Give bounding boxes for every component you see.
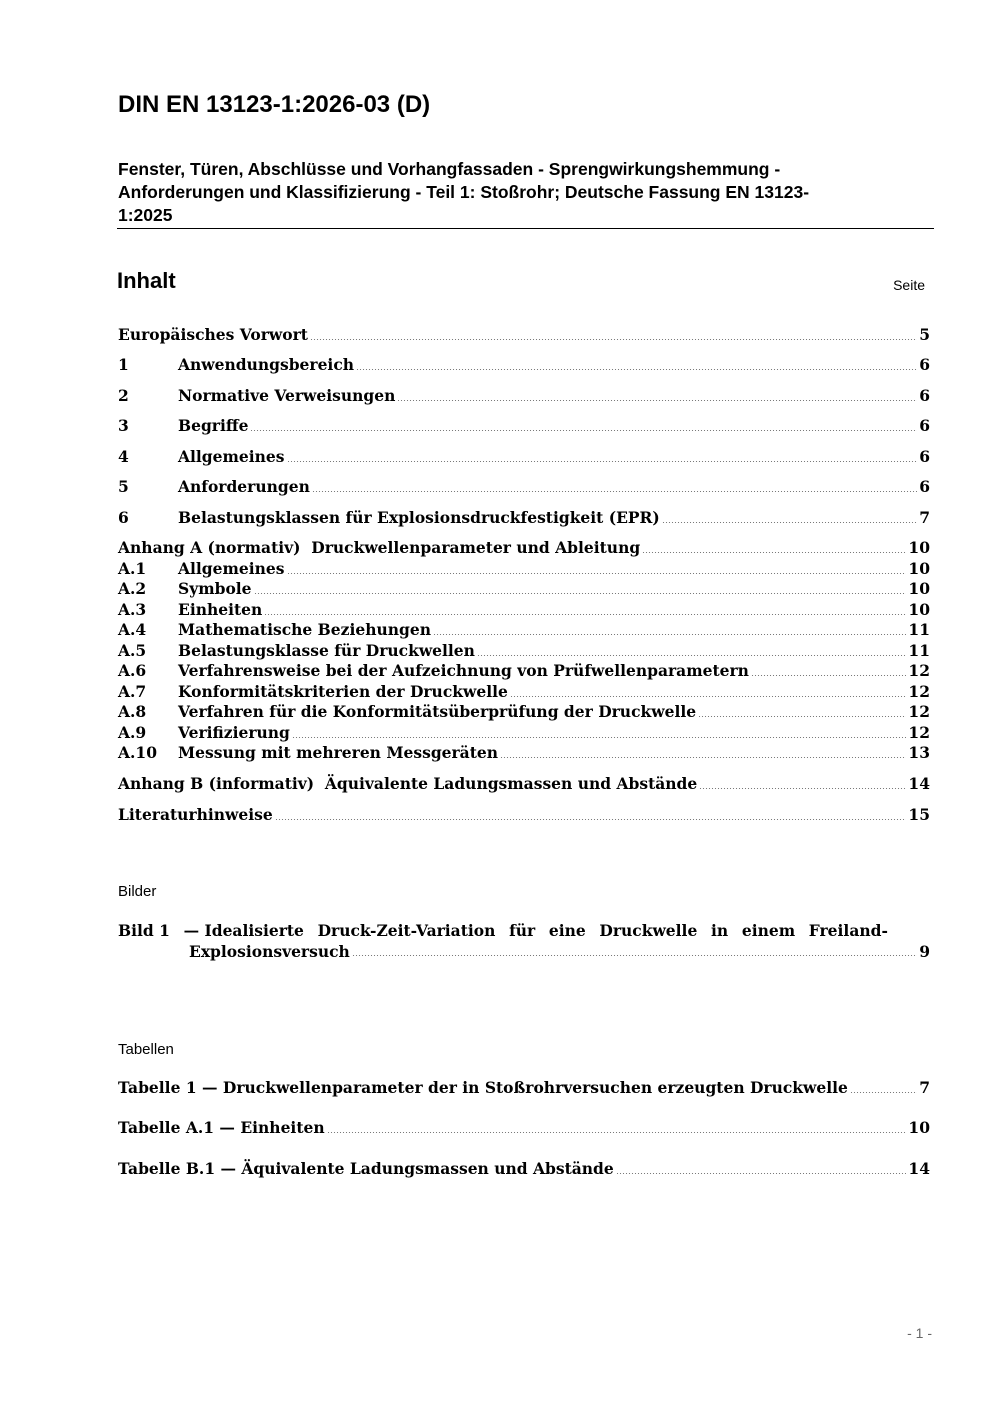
- toc-entry-number: 6: [118, 508, 129, 527]
- toc-leader-dots: [699, 788, 906, 789]
- toc-leader-dots: [616, 1173, 907, 1174]
- toc-entry-page: 12: [908, 702, 930, 721]
- toc-entry-number: 5: [118, 477, 129, 496]
- toc-leader-dots: [292, 737, 907, 738]
- toc-leader-dots: [254, 593, 907, 594]
- table-entry-page: 14: [908, 1159, 930, 1178]
- toc-entry-literatur[interactable]: [118, 804, 930, 826]
- toc-leader-dots: [287, 461, 918, 462]
- toc-entry-page: 10: [908, 579, 930, 598]
- table-entry-page: 10: [908, 1118, 930, 1137]
- toc-entry-label: Literaturhinweise: [118, 805, 273, 824]
- toc-entry-number: A.4: [118, 620, 147, 639]
- toc-entry-page: 5: [919, 325, 930, 344]
- toc-entry-number: A.6: [118, 661, 147, 680]
- toc-leader-dots: [275, 819, 907, 820]
- subtitle-line: 1:2025: [118, 205, 173, 225]
- toc-entry-label: Konformitätskriterien der Druckwelle: [178, 682, 508, 701]
- figure-entry-line: [118, 920, 888, 941]
- toc-entry-5[interactable]: [118, 476, 930, 498]
- toc-entry-a6[interactable]: [118, 660, 930, 682]
- toc-entry-1[interactable]: [118, 354, 930, 376]
- toc-leader-dots: [510, 696, 907, 697]
- toc-entry-number: A.8: [118, 702, 147, 721]
- toc-leader-dots: [312, 491, 917, 492]
- figure-word: Druck-Zeit-Variation: [317, 921, 496, 940]
- toc-entry-page: 11: [908, 641, 930, 660]
- toc-leader-dots: [433, 634, 906, 635]
- toc-entry-page: 12: [908, 661, 930, 680]
- toc-entry-annex-b[interactable]: [118, 773, 930, 795]
- table-entry-label: Tabelle A.1 — Einheiten: [118, 1118, 325, 1137]
- toc-entry-number: A.5: [118, 641, 147, 660]
- toc-entry-a9[interactable]: [118, 722, 930, 744]
- toc-leader-dots: [500, 757, 906, 758]
- toc-entry-number: 4: [118, 447, 129, 466]
- toc-leader-dots: [327, 1132, 907, 1133]
- figure-word: für: [509, 921, 536, 940]
- toc-leader-dots: [397, 400, 917, 401]
- toc-entry-4[interactable]: [118, 446, 930, 468]
- toc-entry-2[interactable]: [118, 385, 930, 407]
- figures-heading: Bilder: [118, 883, 157, 900]
- document-title: DIN EN 13123-1:2026-03 (D): [118, 91, 431, 118]
- toc-entry-label: Anhang B (informativ) Äquivalente Ladungsmassen und Abstände: [118, 774, 698, 793]
- figure-entry-1[interactable]: [118, 920, 930, 962]
- toc-entry-label: Allgemeines: [178, 559, 285, 578]
- toc-entry-number: A.10: [118, 743, 157, 762]
- toc-leader-dots: [264, 614, 906, 615]
- figure-word: — Idealisierte: [183, 921, 304, 940]
- toc-entry-3[interactable]: [118, 415, 930, 437]
- toc-entry-label: Anhang A (normativ) Druckwellenparameter und Ableitung: [118, 538, 641, 557]
- toc-leader-dots: [662, 522, 917, 523]
- figure-word: Freiland-: [808, 921, 888, 940]
- toc-entry-label: Normative Verweisungen: [178, 386, 396, 405]
- table-entry-page: 7: [919, 1078, 930, 1097]
- page-column-label: Seite: [893, 277, 925, 293]
- figure-entry-line: [189, 941, 930, 962]
- figure-caption-end: Explosionsversuch: [189, 942, 350, 961]
- toc-entry-number: 1: [118, 355, 129, 374]
- toc-entry-label: Verfahren für die Konformitätsüberprüfung der Druckwelle: [178, 702, 697, 721]
- toc-entry-label: Allgemeines: [178, 447, 285, 466]
- table-entry-label: Tabelle B.1 — Äquivalente Ladungsmassen und Abstände: [118, 1159, 614, 1178]
- toc-entry-label: Verifizierung: [178, 723, 290, 742]
- figure-word: in: [710, 921, 729, 940]
- toc-entry-page: 13: [908, 743, 930, 762]
- figure-number: Bild 1: [118, 921, 170, 940]
- toc-entry-number: A.7: [118, 682, 147, 701]
- toc-entry-a7[interactable]: [118, 681, 930, 703]
- toc-entry-page: 6: [919, 447, 930, 466]
- document-subtitle: [118, 158, 918, 227]
- toc-leader-dots: [352, 955, 917, 956]
- toc-leader-dots: [698, 716, 906, 717]
- toc-leader-dots: [850, 1092, 917, 1093]
- toc-entry-label: Belastungsklassen für Explosionsdruckfestigkeit (EPR): [178, 508, 660, 527]
- figure-word: Druckwelle: [599, 921, 698, 940]
- toc-entry-annex-a[interactable]: [118, 537, 930, 559]
- toc-entry-number: A.3: [118, 600, 147, 619]
- page-number: - 1 -: [907, 1325, 932, 1341]
- toc-entry-label: Belastungsklasse für Druckwellen: [178, 641, 475, 660]
- figure-page: 9: [919, 942, 930, 961]
- toc-entry-a1[interactable]: [118, 558, 930, 580]
- toc-entry-vorwort[interactable]: [118, 324, 930, 346]
- toc-entry-label: Anwendungsbereich: [178, 355, 355, 374]
- toc-entry-page: 12: [908, 682, 930, 701]
- toc-entry-page: 12: [908, 723, 930, 742]
- toc-leader-dots: [477, 655, 906, 656]
- toc-entry-label: Europäisches Vorwort: [118, 325, 308, 344]
- subtitle-line: Anforderungen und Klassifizierung - Teil 1: Stoßrohr; Deutsche Fassung EN 13123-: [118, 182, 810, 202]
- toc-entry-label: Messung mit mehreren Messgeräten: [178, 743, 499, 762]
- toc-entry-a5[interactable]: [118, 640, 930, 662]
- toc-leader-dots: [751, 675, 907, 676]
- title-divider: [117, 228, 934, 229]
- toc-entry-page: 7: [919, 508, 930, 527]
- toc-entry-page: 6: [919, 416, 930, 435]
- toc-entry-label: Begriffe: [178, 416, 249, 435]
- toc-entry-a3[interactable]: [118, 599, 930, 621]
- toc-entry-number: A.9: [118, 723, 147, 742]
- subtitle-line: Fenster, Türen, Abschlüsse und Vorhangfassaden - Sprengwirkungshemmung -: [118, 159, 781, 179]
- table-entry-b1[interactable]: [118, 1158, 930, 1180]
- toc-heading: Inhalt: [117, 268, 176, 293]
- toc-leader-dots: [250, 430, 917, 431]
- toc-entry-page: 10: [908, 600, 930, 619]
- toc-entry-label: Mathematische Beziehungen: [178, 620, 431, 639]
- toc-leader-dots: [642, 552, 906, 553]
- toc-entry-label: Symbole: [178, 579, 252, 598]
- toc-leader-dots: [310, 339, 917, 340]
- toc-entry-label: Verfahrensweise bei der Aufzeichnung von Prüfwellenparametern: [178, 661, 749, 680]
- toc-entry-label: Anforderungen: [178, 477, 310, 496]
- figure-word: einem: [741, 921, 796, 940]
- toc-leader-dots: [287, 573, 907, 574]
- figure-word: eine: [548, 921, 586, 940]
- tables-heading: Tabellen: [118, 1041, 174, 1058]
- toc-entry-number: A.2: [118, 579, 147, 598]
- toc-leader-dots: [356, 369, 917, 370]
- toc-entry-page: 10: [908, 559, 930, 578]
- toc-entry-page: 6: [919, 386, 930, 405]
- toc-entry-page: 10: [908, 538, 930, 557]
- toc-entry-page: 11: [908, 620, 930, 639]
- toc-entry-page: 15: [908, 805, 930, 824]
- table-entry-a1[interactable]: [118, 1117, 930, 1139]
- toc-entry-a4[interactable]: [118, 619, 930, 641]
- table-entry-1[interactable]: [118, 1077, 930, 1099]
- toc-entry-page: 6: [919, 355, 930, 374]
- toc-entry-a10[interactable]: [118, 742, 930, 764]
- toc-entry-number: A.1: [118, 559, 147, 578]
- toc-entry-page: 6: [919, 477, 930, 496]
- toc-entry-6[interactable]: [118, 507, 930, 529]
- toc-entry-number: 3: [118, 416, 129, 435]
- table-entry-label: Tabelle 1 — Druckwellenparameter der in Stoßrohrversuchen erzeugten Druckwelle: [118, 1078, 848, 1097]
- toc-entry-page: 14: [908, 774, 930, 793]
- toc-entry-a8[interactable]: [118, 701, 930, 723]
- toc-entry-label: Einheiten: [178, 600, 263, 619]
- toc-entry-number: 2: [118, 386, 129, 405]
- toc-entry-a2[interactable]: [118, 578, 930, 600]
